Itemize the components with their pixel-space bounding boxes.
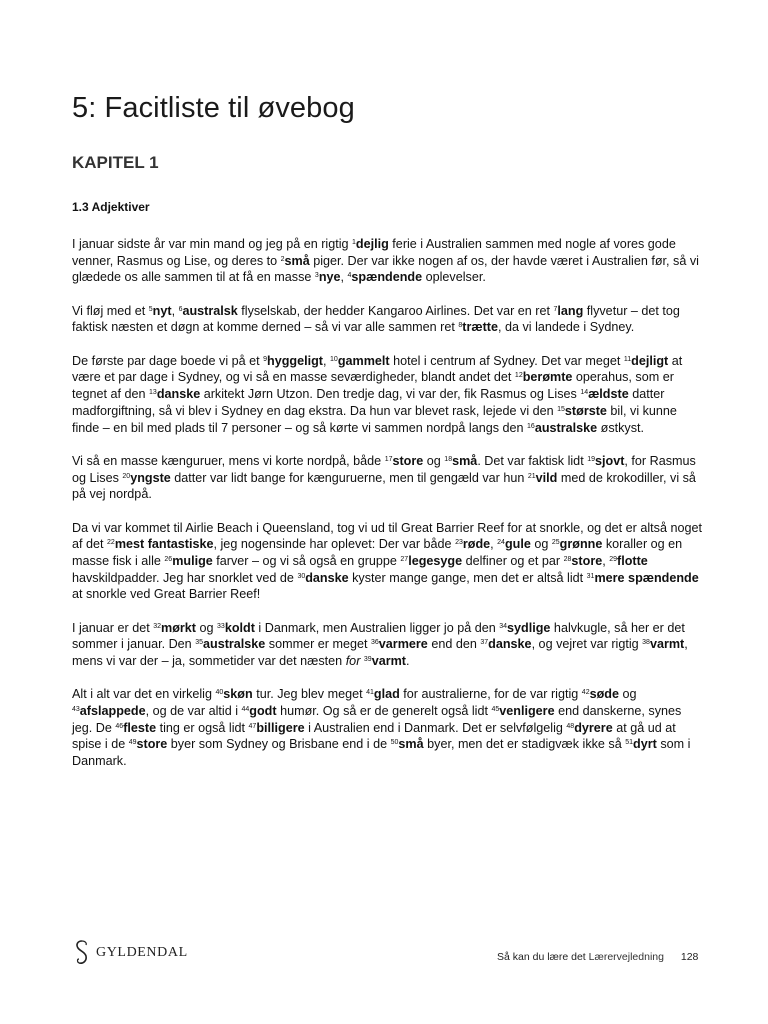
answer-word: godt (249, 704, 277, 719)
answer-word: største (564, 403, 607, 418)
section-heading: 1.3 Adjektiver (72, 200, 150, 214)
book-subtitle: Lærervejledning (588, 951, 664, 963)
answer-number: 32 (153, 622, 162, 630)
text-run: Vi så en masse kænguruer, mens vi korte nordpå, både (72, 453, 385, 468)
text-run: , (323, 353, 331, 368)
text-run: sommer er meget (265, 637, 371, 652)
emphasis-word: for (345, 654, 361, 669)
text-run: , jeg nogensinde har oplevet: Der var både (213, 537, 456, 552)
answer-paragraph (72, 453, 702, 503)
page-footer (497, 951, 698, 963)
text-run: farver – og vi så også en gruppe (212, 553, 401, 568)
text-run: , for Rasmus og Lises (72, 453, 696, 485)
answer-number: 41 (366, 689, 374, 697)
answer-number: 21 (527, 472, 536, 480)
text-run: flyvetur – det tog faktisk næsten et døgn at komme derned – så vi var alle sammen ret (72, 303, 680, 335)
answer-number: 5 (148, 305, 153, 313)
answer-number: 44 (241, 706, 250, 714)
answer-number: 50 (390, 739, 399, 747)
answer-word: gammelt (337, 353, 390, 368)
answer-number: 35 (195, 639, 203, 647)
answer-word: små (284, 253, 310, 268)
text-run: ting er også lidt (156, 720, 249, 735)
text-run: , og de var altid i (145, 704, 242, 719)
answer-paragraph (72, 620, 702, 670)
answer-word: fleste (123, 720, 157, 735)
answer-word: spændende (351, 270, 423, 285)
answer-word: australske (203, 637, 266, 652)
text-run: med de krokodiller, vi så på vej nordpå. (72, 470, 696, 502)
answer-number: 19 (587, 455, 595, 463)
answer-word: danske (488, 637, 532, 652)
answer-word: nye (318, 270, 341, 285)
answer-number: 49 (128, 739, 137, 747)
text-run: flyselskab, der hedder Kangaroo Airlines. Det var en ret (237, 303, 554, 318)
answer-paragraph (72, 236, 702, 286)
answer-word: danske (305, 570, 349, 585)
text-run: Vi fløj med et (72, 303, 149, 318)
text-run: , (340, 270, 348, 285)
answer-number: 1 (352, 239, 356, 246)
text-run: , og vejret var rigtig (531, 637, 643, 652)
text-run: Alt i alt var det en virkelig (72, 687, 216, 702)
text-run: De første par dage boede vi på et (72, 353, 264, 368)
answer-number: 51 (625, 739, 634, 747)
answer-number: 31 (586, 572, 595, 580)
answer-number: 25 (551, 539, 560, 547)
answer-word: koldt (224, 620, 255, 635)
text-run: oplevelser. (422, 270, 486, 285)
answer-number: 22 (107, 539, 115, 547)
text-run: byer som Sydney og Brisbane end i de (167, 737, 391, 752)
text-run: byer, men det er stadigvæk ikke så (423, 737, 626, 752)
text-run: og (619, 687, 637, 702)
text-run: , mens vi var der – ja, sommetider var det næsten (72, 637, 688, 669)
answer-word: små (398, 737, 424, 752)
text-run: og (196, 620, 218, 635)
answer-number: 30 (297, 572, 306, 580)
text-run: , da vi landede i Sydney. (497, 320, 635, 335)
answer-word: sydlige (507, 620, 551, 635)
answer-number: 27 (400, 555, 409, 563)
text-run: og (530, 537, 552, 552)
answer-word: store (392, 453, 424, 468)
text-run: at gå ud at spise i de (72, 720, 676, 752)
answer-word: røde (462, 537, 491, 552)
answer-number: 28 (563, 555, 572, 563)
answer-number: 2 (280, 255, 285, 263)
answer-paragraph (72, 686, 702, 770)
answer-number: 20 (122, 472, 131, 480)
answer-number: 34 (499, 622, 508, 630)
answer-word: varmt (371, 654, 406, 669)
text-run: piger. Der var ikke nogen af os, der havde været i Australien før, så vi glædede os alle sammen til at få en masse (72, 253, 699, 285)
answer-number: 38 (642, 639, 650, 647)
answer-word: billigere (256, 720, 305, 735)
answer-word: vild (535, 470, 558, 485)
answer-number: 33 (217, 622, 225, 630)
answer-word: mere spændende (594, 570, 699, 585)
answer-number: 16 (527, 422, 535, 430)
page-title: 5: Facitliste til øvebog (72, 92, 355, 124)
text-run: halvkugle, så her er det sommer i januar. Den (72, 620, 685, 652)
answer-word: søde (589, 687, 619, 702)
text-run: østkyst. (597, 420, 645, 435)
text-run: i Danmark, men Australien ligger jo på den (254, 620, 500, 635)
text-run: ferie i Australien sammen med nogle af vores gode venner, Rasmus og Lise, og deres to (72, 237, 676, 268)
text-run: . Det var faktisk lidt (477, 453, 588, 468)
answer-number: 42 (581, 689, 590, 697)
answer-word: berømte (522, 370, 573, 385)
answer-word: varmt (649, 637, 685, 652)
answer-word: australske (534, 420, 598, 435)
answer-number: 14 (580, 389, 589, 397)
answer-number: 8 (458, 322, 463, 330)
answer-number: 18 (444, 455, 453, 463)
text-run: , (602, 553, 610, 568)
answer-word: små (452, 453, 478, 468)
answer-number: 47 (248, 722, 257, 730)
answer-word: legesyge (408, 553, 463, 568)
book-title: Så kan du lære det (497, 951, 586, 963)
text-run: tur. Jeg blev meget (252, 687, 367, 702)
text-run: I januar er det (72, 620, 154, 635)
text-run: koraller og en masse fisk i alle (72, 537, 683, 568)
answer-paragraph (72, 353, 702, 437)
answer-word: lang (557, 303, 584, 318)
text-run: , (490, 537, 498, 552)
answer-word: dejlig (355, 237, 389, 251)
answer-number: 48 (566, 722, 575, 730)
text-run: humør. Og så er de generelt også lidt (276, 704, 492, 719)
answer-number: 40 (215, 689, 224, 697)
answer-word: dejligt (631, 353, 669, 368)
answer-number: 10 (330, 355, 338, 363)
text-run: i Australien end i Danmark. Det er selvfølgelig (304, 720, 567, 735)
answer-number: 4 (347, 272, 352, 280)
answer-word: afslappede (79, 704, 146, 719)
answer-word: store (136, 737, 168, 752)
answer-word: hyggeligt (267, 353, 324, 368)
text-run: I januar sidste år var min mand og jeg på en rigtig (72, 237, 353, 251)
text-run: datter madforgiftning, så vi blev i Sydney en dag ekstra. Da hun var blevet rask, lejede vi den (72, 387, 665, 418)
text-run: og (423, 453, 445, 468)
page-number: 128 (680, 951, 699, 963)
answer-word: australsk (182, 303, 238, 318)
answer-number: 9 (263, 355, 268, 363)
answer-word: trætte (462, 320, 498, 335)
answer-word: nyt (152, 303, 172, 318)
text-run: bil, vi kunne finde – en bil med plads til 7 personer – og så kørte vi sammen nordpå langs den (72, 403, 677, 435)
text-run: datter var lidt bange for kænguruerne, men til gengæld var hun (170, 470, 528, 485)
answer-word: sjovt (595, 453, 625, 468)
text-run: at snorkle ved Great Barrier Reef! (72, 587, 261, 602)
text-run: arkitekt Jørn Utzon. Den tredje dag, vi var der, fik Rasmus og Lises (200, 387, 581, 402)
text-run: Da vi var kommet til Airlie Beach i Queensland, tog vi ud til Great Barrier Reef for at snorkle, og det er altså noget af det (72, 520, 702, 552)
publisher-name: GYLDENDAL (96, 945, 188, 960)
answer-number: 26 (164, 555, 173, 563)
answer-word: store (571, 553, 603, 568)
gyldendal-mark-icon (74, 940, 90, 966)
answer-word: venligere (499, 704, 555, 719)
text-run: operahus, som er tegnet af den (72, 370, 674, 402)
answer-paragraph (72, 520, 702, 604)
answer-number: 39 (363, 656, 372, 664)
text-run: , (171, 303, 179, 318)
answer-paragraph (72, 303, 702, 336)
answer-word: danske (156, 387, 201, 402)
text-run: som i Danmark. (72, 737, 691, 769)
answer-word: skøn (223, 687, 253, 702)
answer-word: grønne (559, 537, 603, 552)
answer-number: 45 (491, 706, 500, 714)
answer-word: mulige (172, 553, 213, 568)
answer-number: 23 (455, 539, 463, 547)
answer-word: dyrere (574, 720, 613, 735)
answer-number: 6 (178, 305, 183, 313)
answer-number: 46 (115, 722, 124, 730)
text-run: havskildpadder. Jeg har snorklet ved de (72, 570, 298, 585)
text-run: delfiner og et par (462, 553, 564, 568)
answer-number: 37 (480, 639, 489, 647)
text-run: at være et par dage i Sydney, og vi så en masse seværdigheder, blandt andet det (72, 353, 683, 385)
answer-number: 29 (609, 555, 618, 563)
answer-number: 24 (497, 539, 505, 547)
text-run: end den (427, 637, 481, 652)
answer-word: mest fantastiske (114, 537, 214, 552)
text-run: for australierne, for de var rigtig (399, 687, 582, 702)
text-run: kyster mange gange, men det er altså lidt (348, 570, 587, 585)
answer-text (72, 236, 702, 786)
text-run: end danskerne, synes jeg. De (72, 704, 682, 735)
answer-number: 17 (384, 455, 393, 463)
publisher-logo (74, 938, 188, 968)
answer-number: 3 (314, 272, 319, 280)
answer-word: gule (504, 537, 531, 552)
answer-word: dyrt (633, 737, 657, 752)
answer-word: yngste (130, 470, 171, 485)
answer-number: 13 (149, 389, 157, 397)
answer-number: 43 (72, 706, 80, 714)
answer-number: 7 (553, 305, 558, 313)
answer-word: flotte (617, 553, 648, 568)
answer-word: varmere (378, 637, 428, 652)
answer-number: 15 (557, 405, 565, 413)
answer-number: 12 (514, 372, 523, 380)
answer-number: 36 (371, 639, 379, 647)
answer-number: 11 (623, 355, 632, 363)
answer-word: ældste (588, 387, 629, 402)
text-run: hotel i centrum af Sydney. Det var meget (389, 353, 624, 368)
answer-word: glad (373, 687, 400, 702)
text-run: . (406, 654, 410, 669)
chapter-heading: KAPITEL 1 (72, 153, 159, 172)
answer-word: mørkt (161, 620, 197, 635)
